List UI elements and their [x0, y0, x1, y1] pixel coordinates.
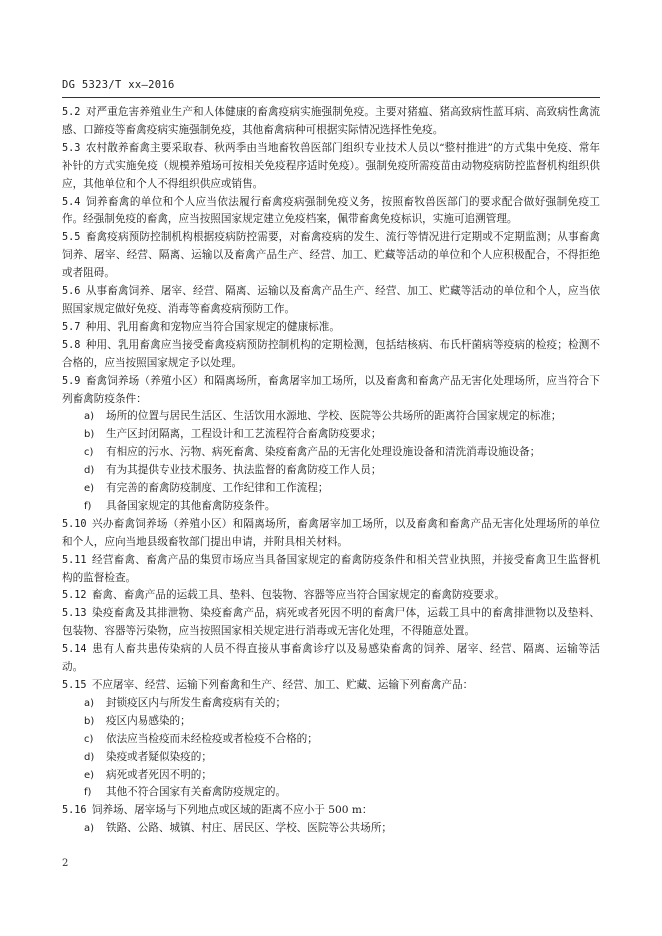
clause-text: 农村散养畜禽主要采取春、秋两季由当地畜牧兽医部门组织专业技术人员以“整村推进”的方式集中免疫、常年补针的方式实施免疫（规模养殖场可按相关免疫程序适时免疫）。强制免疫所需疫苗由动物疫病防控监督机构组织供应，其他单位和个人不得组织供应或销售。 — [62, 141, 600, 190]
clause-text: 畜禽疫病预防控制机构根据疫病防控需要，对畜禽疫病的发生、流行等情况进行定期或不定期监测；从事畜禽饲养、屠宰、经营、隔离、运输以及畜禽产品生产、经营、加工、贮藏等活动的单位和个人应积极配合，不得拒绝或者阻碍。 — [62, 231, 600, 280]
clause-text: 种用、乳用畜禽应当接受畜禽疫病预防控制机构的定期检测，包括结核病、布氏杆菌病等疫病的检疫；检测不合格的，应当按照国家规定予以处理。 — [62, 338, 600, 369]
clause-number: 5.11 — [62, 554, 87, 566]
list-marker: a) — [84, 823, 95, 835]
clause-number: 5.3 — [62, 142, 81, 154]
list-item-text: 铁路、公路、城镇、村庄、居民区、学校、医院等公共场所； — [106, 822, 393, 835]
clause-5-13 — [62, 605, 600, 641]
clause-number: 5.14 — [62, 644, 87, 656]
list-item-text: 染疫或者疑似染疫的； — [106, 750, 212, 763]
list-item-text: 场所的位置与居民生活区、生活饮用水源地、学校、医院等公共场所的距离符合国家规定的标准； — [106, 410, 562, 423]
clause-text: 种用、乳用畜禽和宠物应当符合国家规定的健康标准。 — [85, 320, 340, 333]
clause-5-4 — [62, 194, 600, 230]
clause-number: 5.5 — [62, 232, 81, 244]
list-item — [62, 498, 600, 516]
clause-number: 5.4 — [62, 196, 81, 208]
list-item-text: 生产区封闭隔离，工程设计和工艺流程符合畜禽防疫要求； — [106, 428, 382, 441]
clause-5-10 — [62, 516, 600, 552]
document-body — [62, 104, 600, 838]
clause-5-6 — [62, 283, 600, 319]
list-item-text: 其他不符合国家有关畜禽防疫规定的。 — [106, 786, 287, 799]
clause-5-8 — [62, 337, 600, 373]
clause-5-3 — [62, 140, 600, 194]
list-item — [62, 820, 600, 838]
list-item — [62, 695, 600, 713]
list-item — [62, 749, 600, 767]
list-marker: d) — [84, 751, 95, 763]
clause-5-5 — [62, 229, 600, 283]
clause-text: 饲养畜禽的单位和个人应当依法履行畜禽疫病强制免疫义务，按照畜牧兽医部门的要求配合做好强制免疫工作。经强制免疫的畜禽，应当按照国家规定建立免疫档案，佩带畜禽免疫标识，实施可追溯管理。 — [62, 195, 600, 226]
list-marker: f) — [84, 500, 92, 512]
page-number: 2 — [62, 858, 69, 869]
clause-5-14 — [62, 641, 600, 677]
clause-text: 患有人畜共患传染病的人员不得直接从事畜禽诊疗以及易感染畜禽的饲养、屠宰、经营、隔离、运输等活动。 — [62, 643, 600, 674]
list-item — [62, 426, 600, 444]
clause-number: 5.6 — [62, 286, 81, 298]
list-item-text: 封锁疫区内与所发生畜禽疫病有关的； — [106, 696, 287, 709]
list-marker: b) — [84, 429, 95, 441]
clause-number: 5.8 — [62, 339, 81, 351]
clause-number: 5.7 — [62, 321, 81, 333]
list-marker: d) — [84, 465, 95, 477]
clause-5-16 — [62, 802, 600, 820]
clause-5-7 — [62, 319, 600, 337]
clause-text: 兴办畜禽饲养场（养殖小区）和隔离场所，畜禽屠宰加工场所，以及畜禽和畜禽产品无害化处理场所的单位和个人，应向当地县级畜牧部门提出申请，并附具相关材料。 — [62, 517, 600, 548]
clause-text: 畜禽、畜禽产品的运载工具、垫料、包装物、容器等应当符合国家规定的畜禽防疫要求。 — [91, 589, 505, 602]
clause-text: 饲养场、屠宰场与下列地点或区域的距离不应小于 500 m： — [91, 804, 373, 817]
list-marker: b) — [84, 715, 95, 727]
clause-5-9 — [62, 373, 600, 409]
clause-text: 染疫畜禽及其排泄物、染疫畜禽产品，病死或者死因不明的畜禽尸体，运载工具中的畜禽排泄物以及垫料、包装物、容器等污染物，应当按照国家相关规定进行消毒或无害化处理，不得随意处置。 — [62, 607, 600, 638]
list-marker: a) — [84, 411, 95, 423]
clause-text: 经营畜禽、畜禽产品的集贸市场应当具备国家规定的畜禽防疫条件和相关营业执照，并接受畜禽卫生监督机构的监督检查。 — [62, 553, 600, 584]
header-rule — [62, 97, 600, 98]
clause-number: 5.15 — [62, 680, 87, 691]
clause-number: 5.13 — [62, 608, 87, 620]
document-code-header: DG 5323/T xx—2016 — [62, 79, 175, 91]
clause-text: 对严重危害养殖业生产和人体健康的畜禽疫病实施强制免疫。主要对猪瘟、猪高致病性蓝耳病、高致病性禽流感、口蹄疫等畜禽疫病实施强制免疫，其他畜禽病种可根据实际情况选择性免疫。 — [62, 106, 600, 136]
list-item-text: 有完善的畜禽防疫制度、工作纪律和工作流程； — [106, 482, 329, 495]
clause-5-12 — [62, 587, 600, 605]
list-item-text: 依法应当检疫而未经检疫或者检疫不合格的； — [106, 732, 318, 745]
list-marker: f) — [84, 787, 92, 799]
list-item-text: 具备国家规定的其他畜禽防疫条件。 — [106, 499, 276, 512]
list-item — [62, 731, 600, 749]
list-item — [62, 767, 600, 785]
clause-number: 5.10 — [62, 518, 87, 530]
list-marker: c) — [84, 447, 94, 459]
list-marker: e) — [84, 769, 95, 781]
clause-5-15 — [62, 677, 600, 695]
list-item — [62, 462, 600, 480]
list-item — [62, 444, 600, 462]
list-marker: e) — [84, 483, 95, 495]
clause-number: 5.16 — [62, 805, 87, 817]
list-marker: c) — [84, 733, 94, 745]
clause-5-11 — [62, 552, 600, 588]
list-item — [62, 408, 600, 426]
list-marker: a) — [84, 697, 95, 709]
list-item-text: 疫区内易感染的； — [106, 714, 191, 727]
clause-5-2 — [62, 104, 600, 140]
list-item-text: 有相应的污水、污物、病死畜禽、染疫畜禽产品的无害化处理设施设备和清洗消毒设施设备； — [106, 446, 541, 459]
clause-number: 5.9 — [62, 375, 81, 387]
clause-number: 5.2 — [62, 107, 81, 118]
list-item — [62, 480, 600, 498]
clause-text: 畜禽饲养场（养殖小区）和隔离场所，畜禽屠宰加工场所，以及畜禽和畜禽产品无害化处理场所，应当符合下列畜禽防疫条件： — [62, 374, 600, 405]
list-item-text: 病死或者死因不明的； — [106, 768, 212, 781]
clause-number: 5.12 — [62, 590, 87, 602]
list-item-text: 有为其提供专业技术服务、执法监督的畜禽防疫工作人员； — [106, 464, 382, 477]
clause-text: 不应屠宰、经营、运输下列畜禽和生产、经营、加工、贮藏、运输下列畜禽产品： — [91, 679, 474, 691]
list-item — [62, 713, 600, 731]
clause-text: 从事畜禽饲养、屠宰、经营、隔离、运输以及畜禽产品生产、经营、加工、贮藏等活动的单位和个人，应当依照国家规定做好免疫、消毒等畜禽疫病预防工作。 — [62, 285, 600, 315]
list-item — [62, 784, 600, 802]
